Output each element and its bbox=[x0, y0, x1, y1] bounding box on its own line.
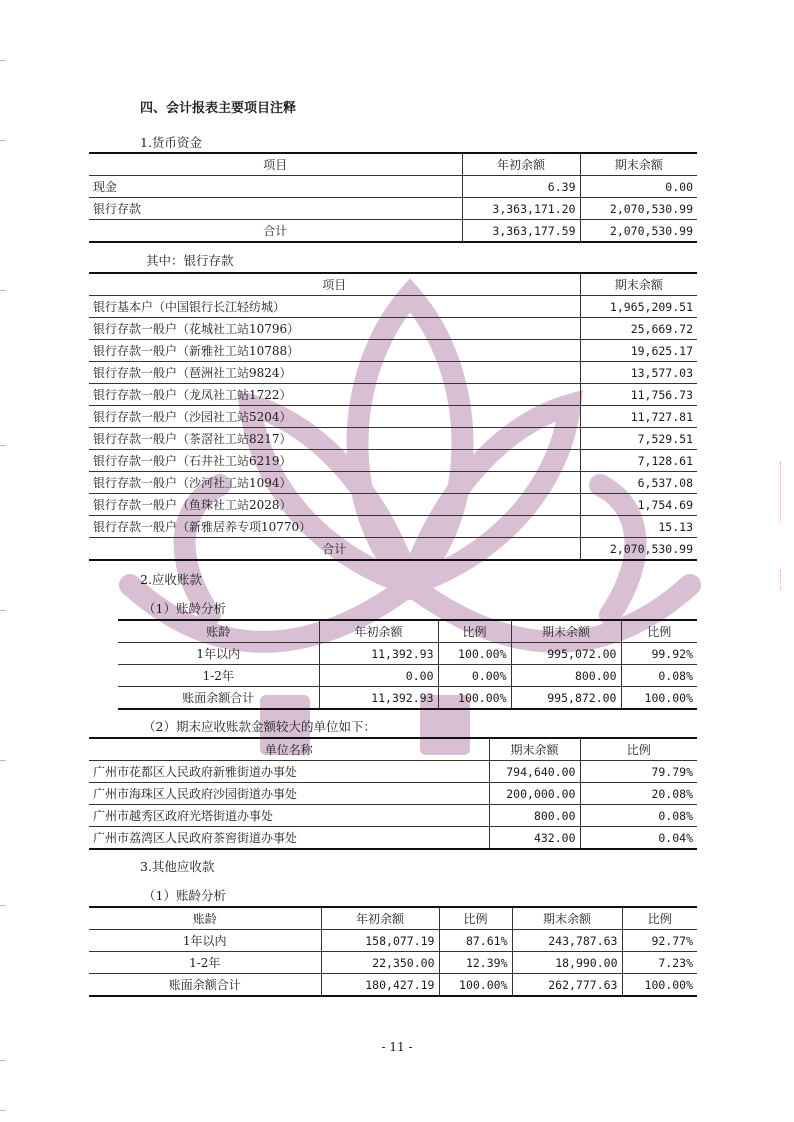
s2-sub1: （1）账龄分析 bbox=[143, 601, 226, 616]
col-header: 期末余额 bbox=[511, 620, 621, 643]
table-row: 银行存款 3,363,171.20 2,070,530.99 bbox=[89, 198, 697, 220]
table-row: 银行存款一般户（新雅社工站10788） 19,625.17 bbox=[89, 340, 697, 362]
s3-title: 3.其他应收款 bbox=[140, 859, 215, 874]
col-header: 账龄 bbox=[118, 620, 319, 643]
s1b-title: 其中：银行存款 bbox=[146, 253, 234, 268]
bank-deposit-table bbox=[89, 272, 697, 561]
table-row: 银行存款一般户（花城社工站10796） 25,669.72 bbox=[89, 318, 697, 340]
scan-mark bbox=[0, 1110, 6, 1111]
col-header: 期末余额 bbox=[580, 153, 697, 176]
s3-sub1: （1）账龄分析 bbox=[143, 888, 226, 903]
table-row: 银行存款一般户（沙园社工站5204） 11,727.81 bbox=[89, 406, 697, 428]
table-row: 银行存款一般户（龙凤社工站1722） 11,756.73 bbox=[89, 384, 697, 406]
table-row: 广州市花都区人民政府新雅街道办事处 794,640.00 79.79% bbox=[89, 761, 697, 783]
col-header: 年初余额 bbox=[462, 153, 580, 176]
total-row: 账面余额合计 180,427.19 100.00% 262,777.63 100.00% bbox=[89, 974, 697, 997]
scan-mark bbox=[0, 445, 6, 446]
total-row: 账面余额合计 11,392.93 100.00% 995,872.00 100.00% bbox=[118, 687, 697, 710]
table-row: 银行存款一般户（石井社工站6219） 7,128.61 bbox=[89, 450, 697, 472]
s2-title: 2.应收账款 bbox=[140, 572, 202, 587]
red-stamp-edge bbox=[780, 462, 785, 522]
table-row: 1年以内 158,077.19 87.61% 243,787.63 92.77% bbox=[89, 930, 697, 952]
scan-mark bbox=[0, 610, 6, 611]
cash-table bbox=[89, 152, 697, 243]
table-row: 广州市越秀区政府光塔街道办事处 800.00 0.08% bbox=[89, 805, 697, 827]
table-row: 银行存款一般户（鱼珠社工站2028） 1,754.69 bbox=[89, 494, 697, 516]
col-header: 年初余额 bbox=[319, 620, 438, 643]
s2-sub2: （2）期末应收账款金额较大的单位如下： bbox=[143, 719, 376, 734]
s1-title: 1.货币资金 bbox=[140, 135, 202, 150]
col-header: 期末余额 bbox=[580, 273, 697, 296]
table-row: 1-2年 22,350.00 12.39% 18,990.00 7.23% bbox=[89, 952, 697, 974]
scan-mark bbox=[0, 60, 6, 61]
table-row: 银行存款一般户（沙河社工站1094） 6,537.08 bbox=[89, 472, 697, 494]
col-header: 比例 bbox=[580, 738, 697, 761]
col-header: 比例 bbox=[438, 620, 511, 643]
col-header: 比例 bbox=[622, 907, 697, 930]
total-row: 合计 3,363,177.59 2,070,530.99 bbox=[89, 220, 697, 243]
col-header: 项目 bbox=[89, 273, 580, 296]
scan-mark bbox=[0, 905, 6, 906]
table-row: 现金 6.39 0.00 bbox=[89, 176, 697, 198]
col-header: 账龄 bbox=[89, 907, 321, 930]
ar-aging-table bbox=[118, 619, 697, 710]
total-row: 合计 2,070,530.99 bbox=[89, 538, 697, 561]
table-row: 银行存款一般户（茶滘社工站8217） 7,529.51 bbox=[89, 428, 697, 450]
other-receivables-aging-table bbox=[89, 906, 697, 997]
table-row: 1-2年 0.00 0.00% 800.00 0.08% bbox=[118, 665, 697, 687]
table-row: 1年以内 11,392.93 100.00% 995,072.00 99.92% bbox=[118, 643, 697, 665]
col-header: 比例 bbox=[439, 907, 512, 930]
red-stamp-edge bbox=[780, 570, 785, 590]
scan-mark bbox=[0, 760, 6, 761]
table-row: 银行存款一般户（琶洲社工站9824） 13,577.03 bbox=[89, 362, 697, 384]
table-row: 银行基本户（中国银行长江轻纺城） 1,965,209.51 bbox=[89, 296, 697, 318]
col-header: 年初余额 bbox=[321, 907, 439, 930]
col-header: 项目 bbox=[89, 153, 462, 176]
table-row: 银行存款一般户（新雅居养专项10770） 15.13 bbox=[89, 516, 697, 538]
table-row: 广州市荔湾区人民政府茶窖街道办事处 432.00 0.04% bbox=[89, 827, 697, 850]
section-title: 四、会计报表主要项目注释 bbox=[140, 101, 297, 116]
scan-mark bbox=[0, 140, 6, 141]
table-row: 广州市海珠区人民政府沙园街道办事处 200,000.00 20.08% bbox=[89, 783, 697, 805]
scan-mark bbox=[0, 290, 6, 291]
col-header: 期末余额 bbox=[512, 907, 622, 930]
col-header: 期末余额 bbox=[489, 738, 580, 761]
ar-major-debtors-table bbox=[89, 737, 697, 850]
scan-mark bbox=[0, 1060, 6, 1061]
col-header: 比例 bbox=[621, 620, 697, 643]
col-header: 单位名称 bbox=[89, 738, 489, 761]
page-number: - 11 - bbox=[381, 1040, 413, 1054]
